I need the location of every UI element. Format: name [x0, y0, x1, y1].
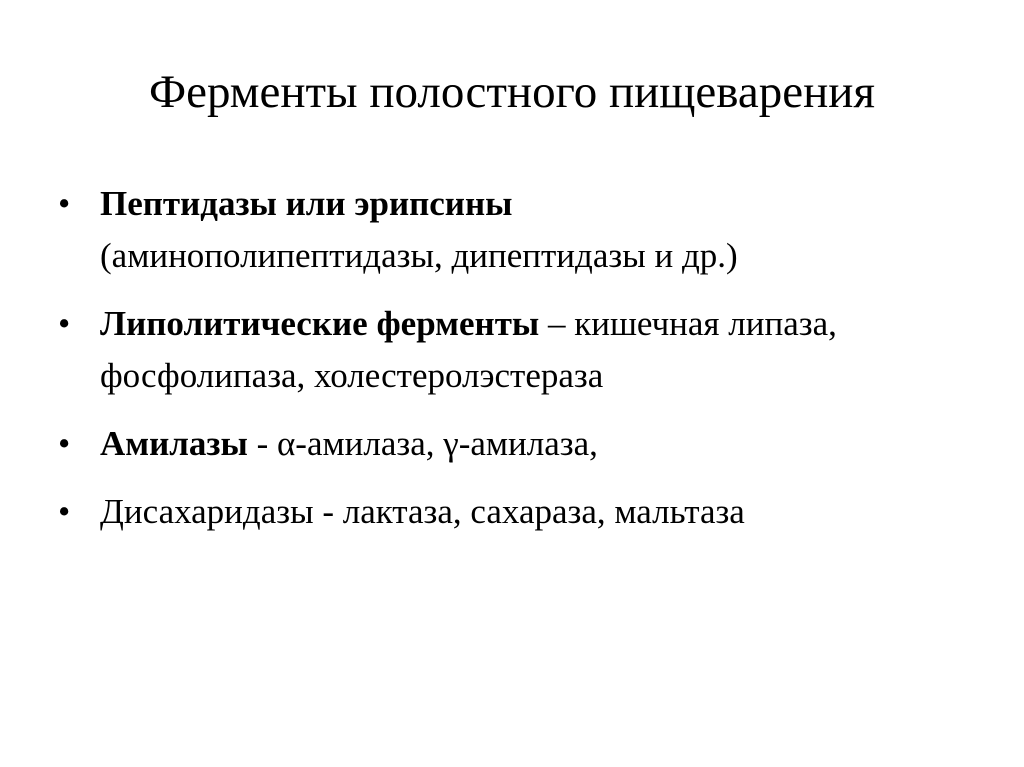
bullet-text: - α-амилаза, γ-амилаза,: [247, 424, 598, 463]
bullet-bold-text: Пептидазы или эрипсины: [100, 184, 513, 223]
bullet-text: (аминополипептидазы, дипептидазы и др.): [100, 236, 738, 275]
bullet-text: Дисахаридазы - лактаза, сахараза, мальтаза: [100, 492, 745, 531]
bullet-marker: •: [58, 184, 71, 223]
bullet-item-lipolytic: [58, 298, 978, 402]
bullet-item-peptidases: [58, 178, 978, 282]
bullet-bold-text: Амилазы: [100, 424, 248, 463]
bullet-item-amylases: [58, 418, 978, 470]
bullet-text: – кишечная липаза, фосфолипаза, холестеролэстераза: [100, 304, 837, 395]
bullet-bold-text: Липолитические ферменты: [100, 304, 540, 343]
bullet-marker: •: [58, 492, 71, 531]
slide-title: Ферменты полостного пищеварения: [148, 66, 876, 118]
bullet-list: [58, 178, 978, 554]
bullet-item-disaccharidases: [58, 486, 978, 538]
bullet-marker: •: [58, 304, 71, 343]
bullet-marker: •: [58, 424, 71, 463]
